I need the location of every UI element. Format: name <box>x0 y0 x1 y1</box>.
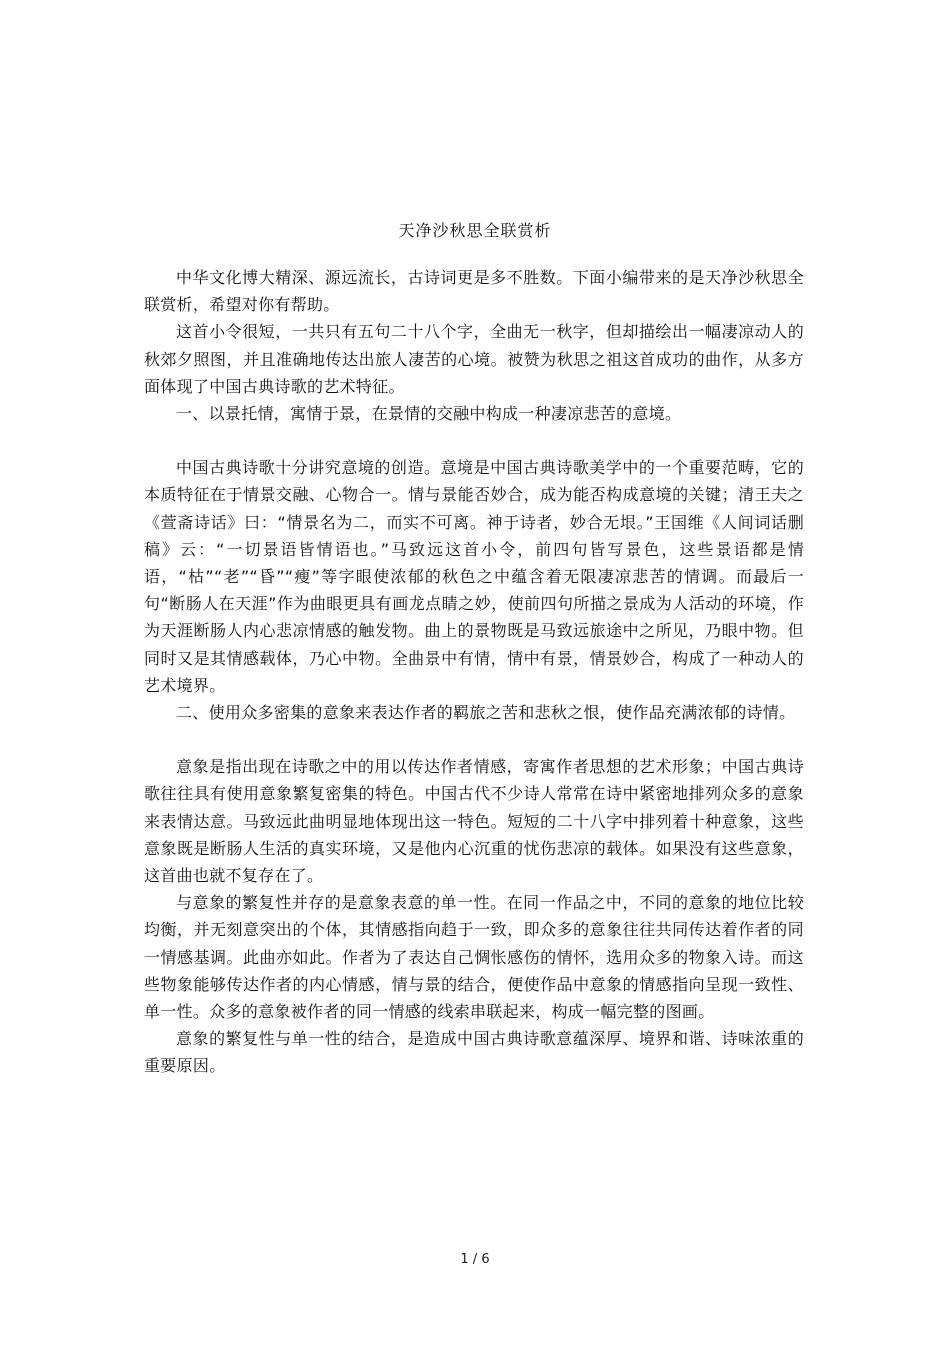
paragraph-conclusion: 意象的繁复性与单一性的结合，是造成中国古典诗歌意蕴深厚、境界和谐、诗味浓重的重要原因。 <box>144 1029 804 1076</box>
document-body <box>144 264 804 1080</box>
paragraph-gap <box>144 726 804 753</box>
paragraph-intro: 中华文化博大精深、源远流长，古诗词更是多不胜数。下面小编带来的是天净沙秋思全联赏析，希望对你有帮助。 <box>144 268 804 315</box>
document-title: 天净沙秋思全联赏析 <box>398 221 552 240</box>
paragraph-imagery: 意象是指出现在诗歌之中的用以传达作者情感，寄寓作者思想的艺术形象；中国古典诗歌往往具有使用意象繁复密集的特色。中国古代不少诗人常常在诗中紧密地排列众多的意象来表情达意。马致远此曲明显地体现出这一特色。短短的二十八字中排列着十种意象，这些意象既是断肠人生活的真实环境，又是他内心沉重的忧伤悲凉的载体。如果没有这些意象，这首曲也就不复存在了。 <box>144 757 804 886</box>
section-heading-1: 一、以景托情，寓情于景，在景情的交融中构成一种凄凉悲苦的意境。 <box>176 404 682 424</box>
paragraph-gap <box>144 427 804 454</box>
section-heading-2: 二、使用众多密集的意象来表达作者的羁旅之苦和悲秋之恨，使作品充满浓郁的诗情。 <box>176 703 796 723</box>
paragraph-mood: 中国古典诗歌十分讲究意境的创造。意境是中国古典诗歌美学中的一个重要范畴，它的本质特征在于情景交融、心物合一。情与景能否妙合，成为能否构成意境的关键；清王夫之《萱斋诗话》曰：“情景名为二，而实不可离。神于诗者，妙合无垠。”王国维《人间词话删稿》云：“一切景语皆情语也。”马致远这首小令，前四句皆写景色，这些景语都是情语，“枯”“老”“昏”“瘦”等字眼使浓郁的秋色之中蕴含着无限凄凉悲苦的情调。而最后一句“断肠人在天涯”作为曲眼更具有画龙点睛之妙，使前四句所描之景成为人活动的环境，作为天涯断肠人内心悲凉情感的触发物。曲上的景物既是马致远旅途中之所见，乃眼中物。但同时又是其情感载体，乃心中物。全曲景中有情，情中有景，情景妙合，构成了一种动人的艺术境界。 <box>144 458 804 695</box>
paragraph-unity: 与意象的繁复性并存的是意象表意的单一性。在同一作品之中，不同的意象的地位比较均衡，并无刻意突出的个体，其情感指向趋于一致，即众多的意象往往共同传达着作者的同一情感基调。此曲亦如此。作者为了表达自己惆怅感伤的情怀，选用众多的物象入诗。而这些物象能够传达作者的内心情感，情与景的结合，便使作品中意象的情感指向呈现一致性、单一性。众多的意象被作者的同一情感的线索串联起来，构成一幅完整的图画。 <box>144 893 804 1022</box>
paragraph-overview: 这首小令很短，一共只有五句二十八个字，全曲无一秋字，但却描绘出一幅凄凉动人的秋郊夕照图，并且准确地传达出旅人凄苦的心境。被赞为秋思之祖这首成功的曲作，从多方面体现了中国古典诗歌的艺术特征。 <box>144 322 804 396</box>
page-number: 1 / 6 <box>460 1252 490 1267</box>
